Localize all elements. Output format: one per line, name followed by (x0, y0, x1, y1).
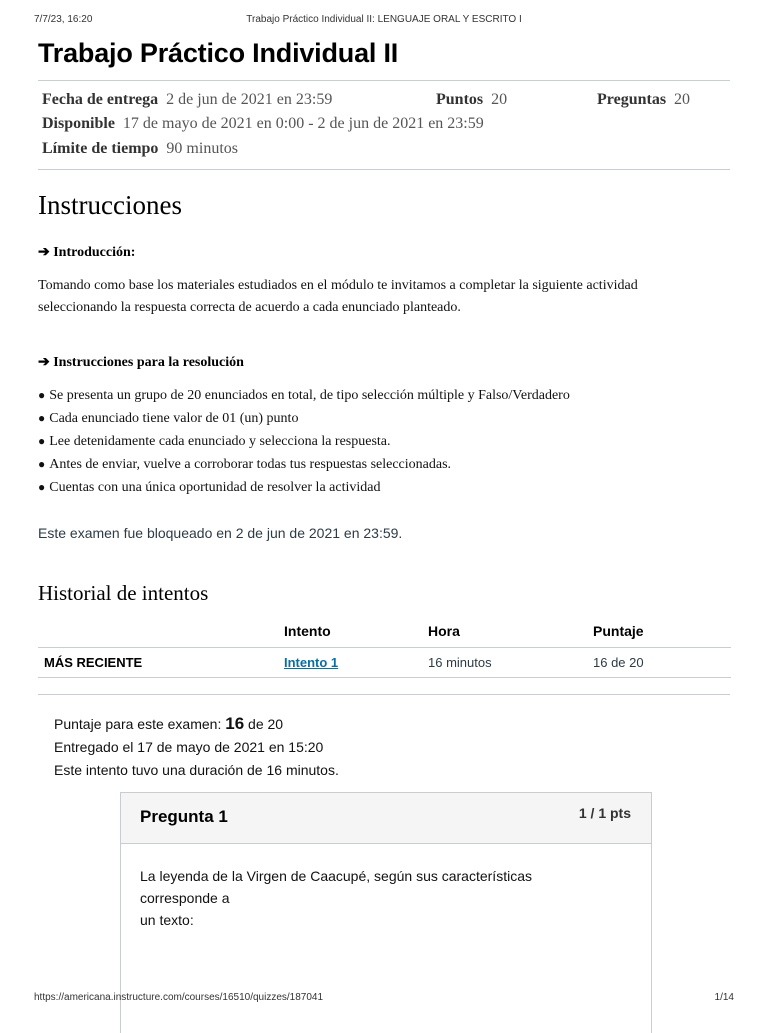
attempt-summary (54, 712, 339, 782)
due-date (42, 91, 332, 109)
due-label: Fecha de entrega (42, 91, 159, 108)
question-text-line: corresponde a (140, 890, 230, 906)
intro-heading: ➔ Introducción: (38, 245, 136, 260)
score-value: 16 (225, 714, 245, 733)
questions-label: Preguntas (597, 91, 667, 108)
column-header-score: Puntaje (587, 615, 731, 648)
attempt-history-table (38, 615, 731, 678)
attempt-duration: Este intento tuvo una duración de 16 minutos. (54, 762, 339, 778)
print-page-title: Trabajo Práctico Individual II: LENGUAJE ORAL Y ESCRITO I (246, 14, 522, 25)
print-footer (34, 992, 734, 1006)
submitted-date: Entregado el 17 de mayo de 2021 en 15:20 (54, 739, 324, 755)
list-item: ● Cuentas con una única oportunidad de resolver la actividad (38, 476, 570, 499)
attempt-cell (278, 648, 422, 678)
points (436, 91, 507, 109)
due-value: 2 de jun de 2021 en 23:59 (166, 91, 333, 108)
divider (38, 169, 730, 170)
questions-value: 20 (674, 91, 691, 108)
time-limit-label: Límite de tiempo (42, 140, 159, 157)
points-label: Puntos (436, 91, 484, 108)
availability (42, 115, 484, 133)
time-cell: 16 minutos (422, 648, 587, 678)
instruction-list (38, 384, 570, 499)
question-text-line: La leyenda de la Virgen de Caacupé, según sus características (140, 868, 532, 884)
column-header (38, 615, 278, 648)
score-cell: 16 de 20 (587, 648, 731, 678)
print-date: 7/7/23, 16:20 (34, 14, 93, 25)
question-text-line: un texto: (140, 912, 194, 928)
list-item: ● Cada enunciado tiene valor de 01 (un) punto (38, 407, 570, 430)
exam-score (54, 712, 339, 736)
resolution-heading: ➔ Instrucciones para la resolución (38, 355, 244, 370)
question-points: 1 / 1 pts (578, 805, 631, 821)
table-header-row (38, 615, 731, 648)
score-prefix: Puntaje para este examen: (54, 716, 226, 732)
divider (38, 80, 730, 81)
list-item: ● Lee detenidamente cada enunciado y selecciona la respuesta. (38, 430, 570, 453)
divider (38, 694, 730, 695)
questions-count (597, 91, 690, 109)
quiz-title: Trabajo Práctico Individual II (38, 38, 399, 68)
page-number: 1/14 (714, 992, 734, 1003)
print-url: https://americana.instructure.com/courses/16510/quizzes/187041 (34, 992, 324, 1003)
list-item: ● Se presenta un grupo de 20 enunciados en total, de tipo selección múltiple y Falso/Verdadero (38, 384, 570, 407)
list-item: ● Antes de enviar, vuelve a corroborar todas tus respuestas seleccionadas. (38, 453, 570, 476)
time-limit (42, 140, 238, 158)
instructions-heading: Instrucciones (38, 190, 182, 220)
table-row (38, 648, 731, 678)
time-limit-value: 90 minutos (166, 140, 238, 157)
question-header (121, 793, 651, 844)
history-heading: Historial de intentos (38, 581, 209, 605)
column-header-attempt: Intento (278, 615, 422, 648)
intro-text: Tomando como base los materiales estudiados en el módulo te invitamos a completar la siguiente actividad seleccionando la respuesta correcta de acuerdo a cada enunciado planteado. (38, 278, 638, 315)
latest-label: MÁS RECIENTE (38, 648, 278, 678)
score-suffix: de 20 (244, 716, 284, 732)
question-title: Pregunta 1 (140, 807, 228, 826)
locked-notice: Este examen fue bloqueado en 2 de jun de 2021 en 23:59. (38, 525, 403, 541)
print-header (34, 14, 734, 28)
available-label: Disponible (42, 115, 115, 132)
available-value: 17 de mayo de 2021 en 0:00 - 2 de jun de 2021 en 23:59 (122, 115, 484, 132)
points-value: 20 (491, 91, 508, 108)
column-header-time: Hora (422, 615, 587, 648)
question-text (140, 865, 610, 931)
attempt-link[interactable]: Intento 1 (284, 655, 339, 670)
